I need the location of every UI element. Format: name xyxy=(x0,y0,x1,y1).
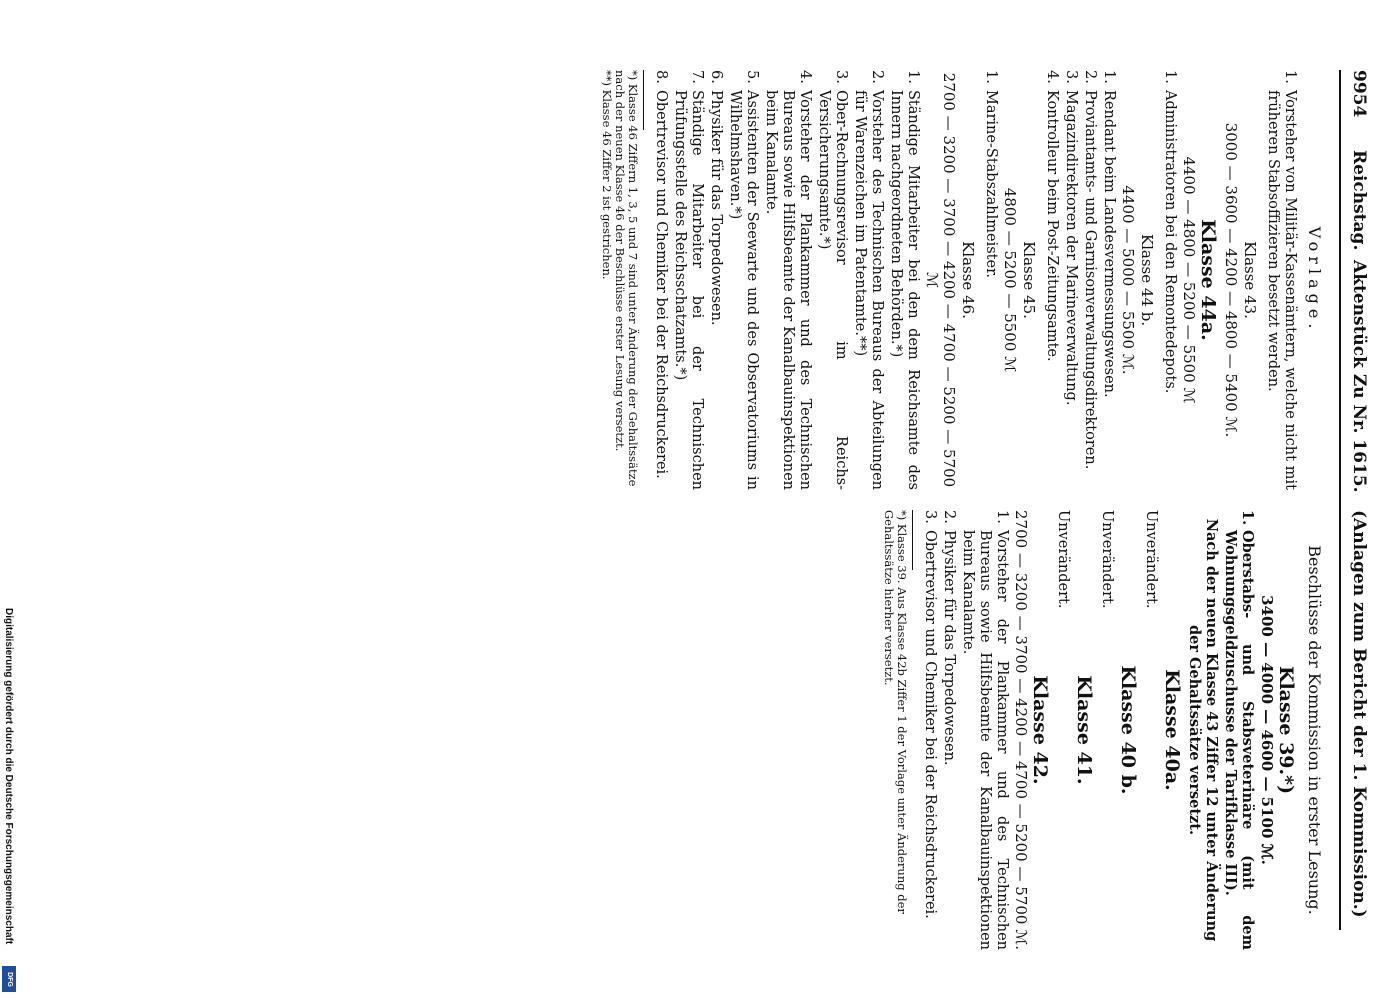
class-note-39: Nach der neuen Klasse 43 Ziffer 12 unter Änderung der Gehaltssätze versetzt. xyxy=(1186,518,1220,942)
list-item: 3. Obertrevisor und Chemiker bei der Reichsdruckerei. xyxy=(922,510,938,919)
list-item: 5. Assistenten der Seewarte und des Observatoriums in Wilhelmshaven.*) xyxy=(727,70,760,490)
list-item: 1. Ständige Mitarbeiter bei den dem Reichsamte des Innern nachgeordneten Behörden.*) xyxy=(888,70,921,490)
right-column-title: Beschlüsse der Kommission in erster Lesung. xyxy=(1305,545,1324,915)
list-item: 1. Vorsteher der Plankammer und des Technischen Bureaus sowie Hilfsbeamte der Kanalbauinspektionen beim Kanalamte. xyxy=(960,510,1010,950)
list-item: 2. Proviantamts- und Garnisonverwaltungsdirektoren. xyxy=(1082,70,1098,470)
salary-39: 3400 — 4000 — 4600 — 5100 ℳ. xyxy=(1258,595,1276,865)
footnote: *) Klasse 39. Aus Klasse 42b Ziffer 1 der Vorlage unter Änderung der Gehaltssätze hierher versetzt. xyxy=(882,510,909,914)
footnote: *) Klasse 46 Ziffern 1, 3, 5 und 7 sind unter Änderung der Gehaltssätze nach der neuen Klasse 46 der Beschlüsse erster Lesung versetzt. xyxy=(613,70,640,487)
footnote-rule xyxy=(912,510,913,570)
list-item: 1. Administratoren bei den Remontedepots. xyxy=(1162,70,1178,394)
salary-42: 2700 — 3200 — 3700 — 4200 — 4700 — 5200 — 5700 ℳ. xyxy=(1012,510,1030,951)
status-40b: Unverändert. xyxy=(1099,510,1115,609)
dfg-logo: DFG xyxy=(2,966,16,992)
list-item: 7. Ständige Mitarbeiter bei der Technischen Prüfungsstelle des Reichsschatzamts.*) xyxy=(672,70,705,490)
header-document: Aktenstück Zu Nr. 1615. xyxy=(1349,260,1369,493)
salary-46: 2700 — 3200 — 3700 — 4200 — 4700 — 5200 — 5700 ℳ xyxy=(923,72,958,488)
class-title-42: Klasse 42. xyxy=(1029,675,1051,785)
class-title-39: Klasse 39.*) xyxy=(1275,665,1297,795)
list-item: 2. Vorsteher des Technischen Bureaus der Abteilungen für Warenzeichen im Patentamte.**) xyxy=(852,70,885,490)
status-40a: Unverändert. xyxy=(1143,510,1159,609)
list-item: 4. Kontrolleur beim Post-Zeitungsamte. xyxy=(1044,70,1060,362)
class-title-44a: Klasse 44a. xyxy=(1197,219,1219,341)
salary-43: 3000 — 3600 — 4200 — 4800 — 5400 ℳ. xyxy=(1222,122,1240,438)
salary-44b: 4400 — 5000 — 5500 ℳ. xyxy=(1119,185,1137,375)
left-column-title: Vorlage. xyxy=(1305,226,1324,334)
list-item: 1. Rendant beim Landesvermessungswesen. xyxy=(1101,70,1117,398)
salary-44a: 4400 — 4800 — 5200 — 5500 ℳ xyxy=(1180,156,1198,404)
right-column xyxy=(882,510,1323,950)
class-title-43: Klasse 43. xyxy=(1241,241,1259,319)
footnote-rule xyxy=(643,70,644,130)
header-body: Reichstag. xyxy=(1349,150,1369,251)
left-column xyxy=(600,70,1323,490)
list-item: 3. Magazindirektoren der Marineverwaltung. xyxy=(1063,70,1079,406)
class-title-41: Klasse 41. xyxy=(1073,675,1095,785)
header-appendix: (Anlagen zum Bericht der 1. Kommission.) xyxy=(1349,510,1369,918)
list-item: 1. Vorsteher von Militär-Kassenämtern, welche nicht mit früheren Stabsoffizieren besetzt werden. xyxy=(1265,70,1298,490)
class-title-40a: Klasse 40a. xyxy=(1161,669,1183,791)
salary-45: 4800 — 5200 — 5500 ℳ xyxy=(1001,187,1019,373)
class-title-45: Klasse 45. xyxy=(1020,241,1038,319)
list-item: 2. Physiker für das Torpedowesen. xyxy=(941,510,957,766)
list-item: 6. Physiker für das Torpedowesen. xyxy=(708,70,724,326)
header-rule xyxy=(1339,70,1341,930)
page-number: 9954 xyxy=(1349,70,1369,118)
list-item: 3. Ober-Rechnungsrevisor im Reichs-Versicherungsamte.*) xyxy=(816,70,849,490)
footnote: **) Klasse 46 Ziffer 2 ist gestrichen. xyxy=(600,70,614,280)
list-item: 4. Vorsteher der Plankammer und des Technischen Bureaus sowie Hilfsbeamte der Kanalbauinspektionen beim Kanalamte. xyxy=(763,70,813,490)
credit-text: Digitalisierung gefördert durch die Deutsche Forschungsgemeinschaft xyxy=(3,608,14,945)
list-item: 1. Marine-Stabszahlmeister. xyxy=(983,70,999,279)
class-title-44b: Klasse 44 b. xyxy=(1138,233,1156,327)
status-41: Unverändert. xyxy=(1055,510,1071,609)
list-item: 8. Obertrevisor und Chemiker bei der Reichsdruckerei. xyxy=(653,70,669,479)
list-item: 1. Oberstabs- und Stabsveterinäre (mit dem Wohnungsgeldzuschusse der Tarifklasse III). xyxy=(1222,510,1256,950)
class-title-40b: Klasse 40 b. xyxy=(1117,665,1139,795)
class-title-46: Klasse 46. xyxy=(959,241,977,319)
